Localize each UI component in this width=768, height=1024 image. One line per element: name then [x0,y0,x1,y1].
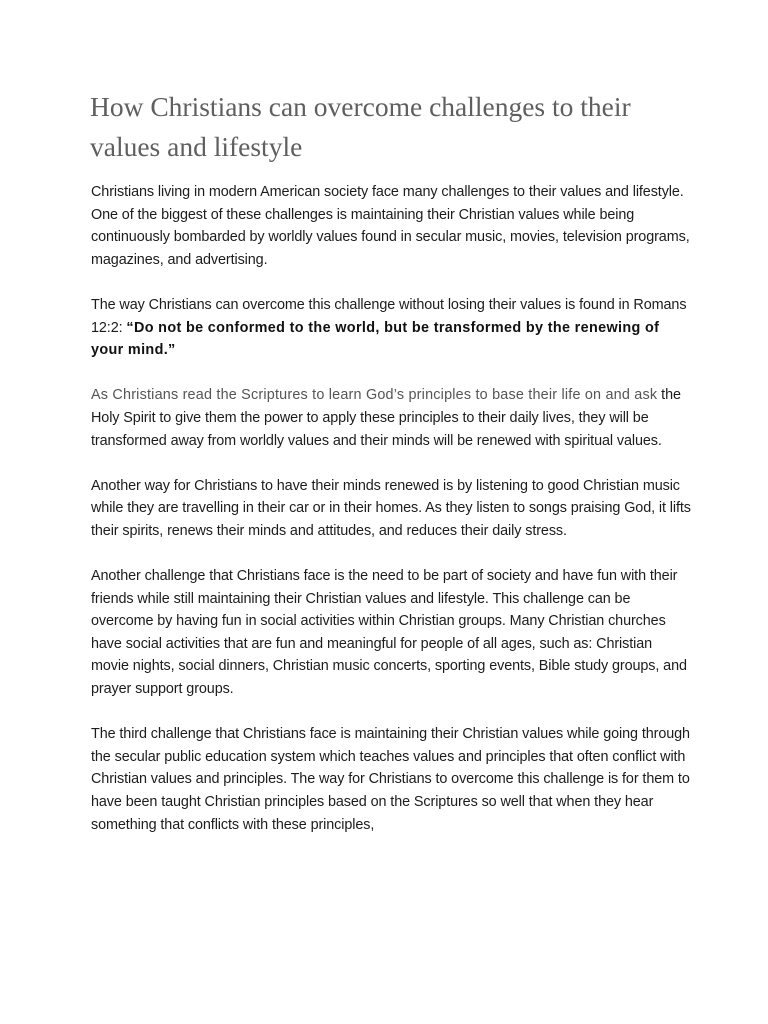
article-body [91,181,691,859]
paragraph-6: The third challenge that Christians face is maintaining their Christian values while going through the secular public education system which teaches values and principles that often conflict with Christian values and principles. The way for Christians to overcome this challenge is for them to have been taught Christian principles based on the Scriptures so well that when they hear something that conflicts with these principles, [91,726,690,833]
paragraph-2 [91,294,691,362]
paragraph-5: Another challenge that Christians face is the need to be part of society and have fun with their friends while still maintaining their Christian values and lifestyle. This challenge can be overcome by having fun in social activities within Christian groups. Many Christian churches have social activities that are fun and meaningful for people of all ages, such as: Christian movie nights, social dinners, Christian music concerts, sporting events, Bible study groups, and prayer support groups. [91,568,687,698]
paragraph-3 [91,384,691,452]
scripture-quote: “Do not be conformed to the world, but be transformed by the renewing of your mind.” [91,319,660,359]
paragraph-2-intro: The way Christians can overcome this challenge without losing their values is found in Romans 12:2: [91,296,687,336]
paragraph-4: Another way for Christians to have their minds renewed is by listening to good Christian music while they are travelling in their car or in their homes. As they listen to songs praising God, it lifts their spirits, renews their minds and attitudes, and reduces their daily stress. [91,477,691,539]
paragraph-3-lead: As Christians read the Scriptures to learn God’s principles to base their life on and ask [91,387,658,404]
article-title: How Christians can overcome challenges to their values and lifestyle [90,91,631,162]
paragraph-3-rest: the Holy Spirit to give them the power to apply these principles to their daily lives, they will be transformed away from worldly values and their minds will be renewed with spiritual values. [91,387,681,449]
paragraph-1: Christians living in modern American society face many challenges to their values and lifestyle. One of the biggest of these challenges is maintaining their Christian values while being continuously bombarded by worldly values found in secular music, movies, television programs, magazines, and advertising. [91,184,690,268]
